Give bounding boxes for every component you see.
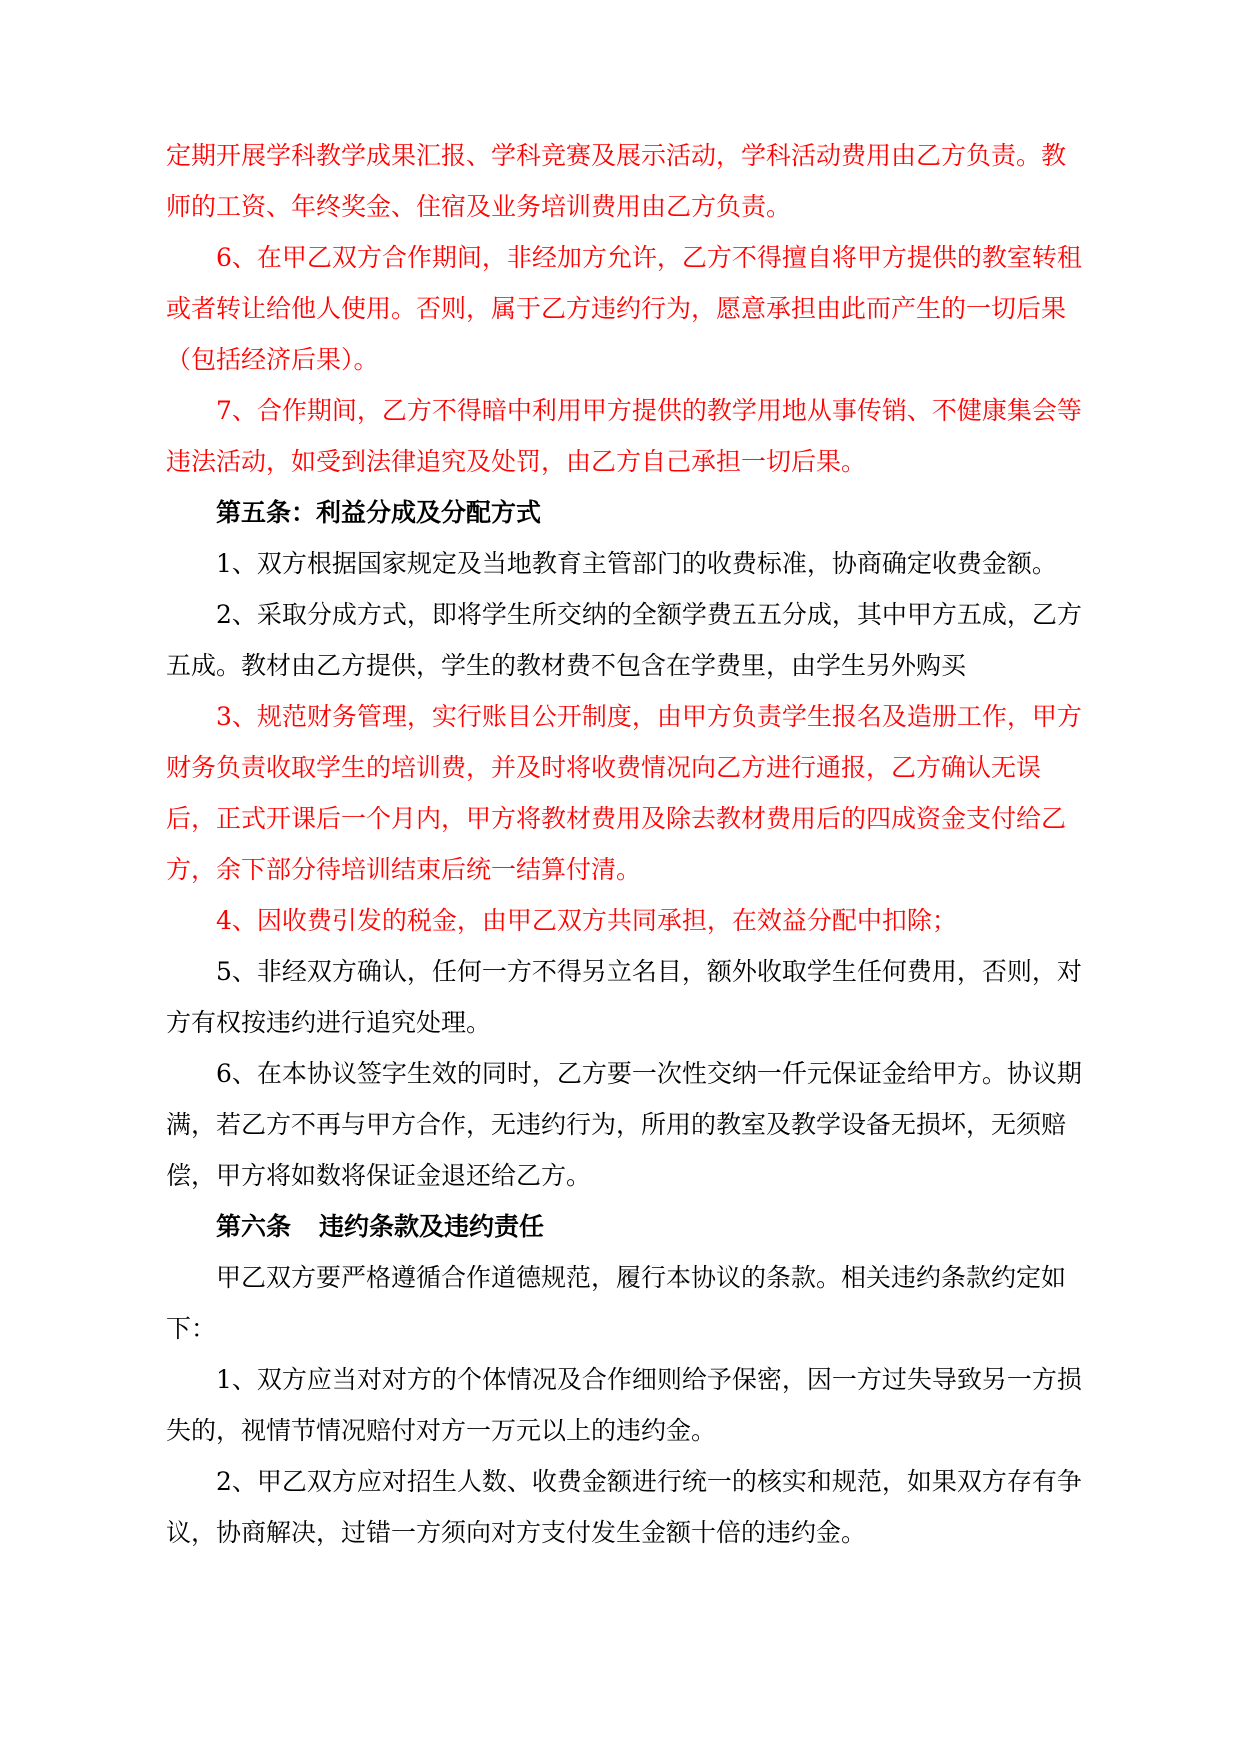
paragraph: 甲乙双方要严格遵循合作道德规范，履行本协议的条款。相关违约条款约定如下： xyxy=(166,1263,1067,1343)
paragraph: 6、在甲乙双方合作期间，非经加方允许，乙方不得擅自将甲方提供的教室转租或者转让给他人使用。否则，属于乙方违约行为，愿意承担由此而产生的一切后果（包括经济后果）。 xyxy=(166,243,1082,374)
paragraph: 4、因收费引发的税金，由甲乙双方共同承担，在效益分配中扣除； xyxy=(216,906,957,935)
section-number: 第六条 xyxy=(216,1212,292,1241)
paragraph: 1、双方根据国家规定及当地教育主管部门的收费标准，协商确定收费金额。 xyxy=(216,549,1057,578)
paragraph: 7、合作期间，乙方不得暗中利用甲方提供的教学用地从事传销、不健康集会等违法活动，如受到法律追究及处罚，由乙方自己承担一切后果。 xyxy=(166,396,1082,476)
paragraph: 2、甲乙双方应对招生人数、收费金额进行统一的核实和规范，如果双方存有争议，协商解决，过错一方须向对方支付发生金额十倍的违约金。 xyxy=(166,1467,1082,1547)
paragraph: 2、采取分成方式，即将学生所交纳的全额学费五五分成，其中甲方五成，乙方五成。教材由乙方提供，学生的教材费不包含在学费里，由学生另外购买 xyxy=(166,600,1082,680)
paragraph: 5、非经双方确认，任何一方不得另立名目，额外收取学生任何费用，否则，对方有权按违约进行追究处理。 xyxy=(166,957,1082,1037)
section-heading: 第五条：利益分成及分配方式 xyxy=(216,498,542,527)
paragraph: 6、在本协议签字生效的同时，乙方要一次性交纳一仟元保证金给甲方。协议期满，若乙方不再与甲方合作，无违约行为，所用的教室及教学设备无损坏，无须赔偿，甲方将如数将保证金退还给乙方。 xyxy=(166,1059,1082,1190)
document-page xyxy=(166,130,1086,1558)
section-heading xyxy=(166,1201,1086,1252)
section-title: 违约条款及违约责任 xyxy=(319,1212,545,1241)
paragraph: 定期开展学科教学成果汇报、学科竞赛及展示活动，学科活动费用由乙方负责。教师的工资、年终奖金、住宿及业务培训费用由乙方负责。 xyxy=(166,141,1067,221)
paragraph: 3、规范财务管理，实行账目公开制度，由甲方负责学生报名及造册工作，甲方财务负责收取学生的培训费，并及时将收费情况向乙方进行通报，乙方确认无误后，正式开课后一个月内，甲方将教材费用及除去教材费用后的四成资金支付给乙方，余下部分待培训结束后统一结算付清。 xyxy=(166,702,1082,884)
paragraph: 1、双方应当对对方的个体情况及合作细则给予保密，因一方过失导致另一方损失的，视情节情况赔付对方一万元以上的违约金。 xyxy=(166,1365,1082,1445)
